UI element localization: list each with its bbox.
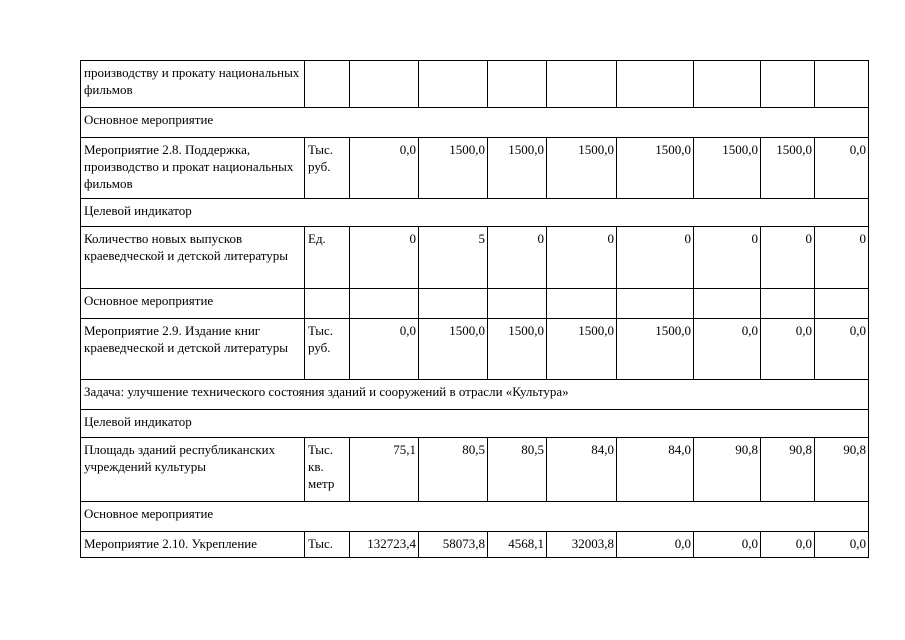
unit-cell: Тыс. руб. bbox=[305, 138, 350, 199]
value-cell: 0 bbox=[761, 227, 815, 289]
table-body bbox=[81, 61, 869, 558]
value-cell: 0 bbox=[694, 227, 761, 289]
value-cell: 5 bbox=[419, 227, 488, 289]
section-row bbox=[81, 410, 869, 438]
value-cell: 80,5 bbox=[488, 438, 547, 502]
value-cell: 1500,0 bbox=[547, 138, 617, 199]
table-row bbox=[81, 289, 869, 319]
table-row bbox=[81, 61, 869, 108]
value-cell: 0,0 bbox=[761, 319, 815, 380]
section-row bbox=[81, 199, 869, 227]
table-row bbox=[81, 319, 869, 380]
value-cell: 0,0 bbox=[694, 532, 761, 558]
value-cell: 0 bbox=[488, 227, 547, 289]
value-cell: 0,0 bbox=[815, 532, 869, 558]
value-cell: 58073,8 bbox=[419, 532, 488, 558]
value-cell: 32003,8 bbox=[547, 532, 617, 558]
value-cell: 0,0 bbox=[694, 319, 761, 380]
value-cell: 132723,4 bbox=[350, 532, 419, 558]
section-row bbox=[81, 502, 869, 532]
value-cell bbox=[350, 289, 419, 319]
value-cell: 1500,0 bbox=[761, 138, 815, 199]
value-cell: 80,5 bbox=[419, 438, 488, 502]
unit-cell: Тыс. bbox=[305, 532, 350, 558]
indicator-name-cell: Мероприятие 2.9. Издание книг краеведческой и детской литературы bbox=[81, 319, 305, 380]
budget-table bbox=[80, 60, 869, 558]
value-cell bbox=[547, 289, 617, 319]
indicator-name-cell: Мероприятие 2.8. Поддержка, производство и прокат национальных фильмов bbox=[81, 138, 305, 199]
value-cell bbox=[761, 289, 815, 319]
value-cell: 1500,0 bbox=[488, 319, 547, 380]
value-cell: 0 bbox=[617, 227, 694, 289]
value-cell: 1500,0 bbox=[419, 319, 488, 380]
table-row bbox=[81, 438, 869, 502]
value-cell: 0,0 bbox=[761, 532, 815, 558]
indicator-name-cell: производству и прокату национальных фильмов bbox=[81, 61, 305, 108]
section-heading: Основное мероприятие bbox=[81, 108, 869, 138]
value-cell: 0 bbox=[547, 227, 617, 289]
table-row bbox=[81, 532, 869, 558]
value-cell bbox=[547, 61, 617, 108]
table-row bbox=[81, 138, 869, 199]
value-cell bbox=[694, 61, 761, 108]
value-cell bbox=[350, 61, 419, 108]
value-cell bbox=[617, 289, 694, 319]
value-cell bbox=[488, 289, 547, 319]
value-cell: 0 bbox=[350, 227, 419, 289]
value-cell: 0,0 bbox=[815, 138, 869, 199]
value-cell: 90,8 bbox=[694, 438, 761, 502]
indicator-name-cell: Мероприятие 2.10. Укрепление bbox=[81, 532, 305, 558]
value-cell: 0 bbox=[815, 227, 869, 289]
value-cell: 1500,0 bbox=[694, 138, 761, 199]
value-cell: 0,0 bbox=[617, 532, 694, 558]
value-cell: 90,8 bbox=[815, 438, 869, 502]
value-cell bbox=[419, 289, 488, 319]
section-row bbox=[81, 108, 869, 138]
section-heading: Основное мероприятие bbox=[81, 502, 869, 532]
value-cell: 90,8 bbox=[761, 438, 815, 502]
indicator-name-cell: Основное мероприятие bbox=[81, 289, 305, 319]
unit-cell: Тыс. кв. метр bbox=[305, 438, 350, 502]
value-cell bbox=[761, 61, 815, 108]
indicator-name-cell: Количество новых выпусков краеведческой и детской литературы bbox=[81, 227, 305, 289]
value-cell bbox=[617, 61, 694, 108]
value-cell: 1500,0 bbox=[547, 319, 617, 380]
unit-cell bbox=[305, 289, 350, 319]
section-row bbox=[81, 380, 869, 410]
unit-cell: Ед. bbox=[305, 227, 350, 289]
value-cell bbox=[694, 289, 761, 319]
value-cell bbox=[815, 61, 869, 108]
value-cell: 0,0 bbox=[350, 319, 419, 380]
value-cell: 84,0 bbox=[547, 438, 617, 502]
unit-cell: Тыс. руб. bbox=[305, 319, 350, 380]
indicator-name-cell: Площадь зданий республиканских учреждений культуры bbox=[81, 438, 305, 502]
value-cell: 1500,0 bbox=[617, 319, 694, 380]
value-cell: 84,0 bbox=[617, 438, 694, 502]
value-cell: 1500,0 bbox=[617, 138, 694, 199]
value-cell: 1500,0 bbox=[419, 138, 488, 199]
unit-cell bbox=[305, 61, 350, 108]
section-heading: Целевой индикатор bbox=[81, 410, 869, 438]
section-heading: Задача: улучшение технического состояния зданий и сооружений в отрасли «Культура» bbox=[81, 380, 869, 410]
value-cell bbox=[488, 61, 547, 108]
value-cell: 0,0 bbox=[815, 319, 869, 380]
value-cell: 75,1 bbox=[350, 438, 419, 502]
value-cell bbox=[419, 61, 488, 108]
table-row bbox=[81, 227, 869, 289]
value-cell: 1500,0 bbox=[488, 138, 547, 199]
value-cell bbox=[815, 289, 869, 319]
value-cell: 0,0 bbox=[350, 138, 419, 199]
value-cell: 4568,1 bbox=[488, 532, 547, 558]
section-heading: Целевой индикатор bbox=[81, 199, 869, 227]
